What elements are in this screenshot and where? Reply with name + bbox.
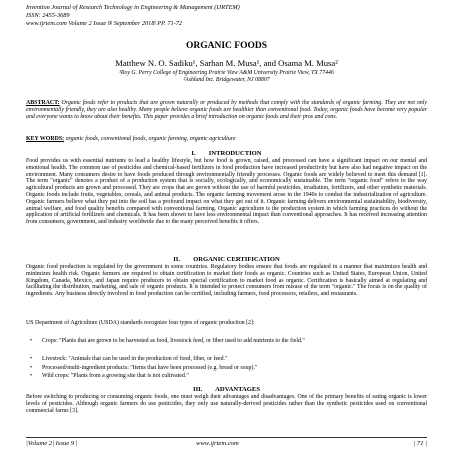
affiliation-1: ¹Roy G. Perry College of Engineering Prairie View A&M University Prairie View, TX 77446 xyxy=(119,70,334,76)
author-affiliations xyxy=(0,70,453,84)
section-heading-advantages: III. ADVANTAGES xyxy=(193,386,260,393)
page-footer xyxy=(26,437,427,448)
journal-header xyxy=(26,4,426,28)
bullet-icon: • xyxy=(30,356,33,362)
paper-title: ORGANIC FOODS xyxy=(185,41,268,51)
list-item-text: Crops: "Plants that are grown to be harvested as food, livestock feed, or fiber used to add nutrients to the field." xyxy=(42,338,305,344)
certification-paragraph: Organic food production is regulated by the government in some countries. Regulatory bodies ensure that foods are regulated in a manner that maximizes health and minimizes health risk. Organic farmers are required to obtain certification to market their foods as organic. Countries such as United States, European Union, United Kingdom, Canada, Mexico, and Japan require producers to obtain special certification to market food as organic. Certification is basically aimed at regulating and facilitating the distribution, marketing, and sale of organic products. It is intended to protect consumers from misuse of the term "organic." The focus is on the quality of ingredients. Any business directly involved in food production can be certified, including farmers, food processors, retailers, and restaurants. xyxy=(26,264,427,298)
list-item xyxy=(30,373,426,380)
journal-volume-link[interactable]: www.ijrtem.com Volume 2 Issue 9ǀ September 2018ǀ PP. 71-72 xyxy=(26,20,183,27)
abstract-text: Organic foods refer to products that are grown naturally or produced by methods that comply with the standards of organic farming. They are not only environmentally friendly, they are also healthy. Many people believe organic foods are healthier than conventional food. Today, organic foods have become very popular and everyone wants to know about their benefits. This paper provides a brief introduction on organic foods and their pros and cons. xyxy=(26,100,427,120)
usda-paragraph: US Department of Agriculture (USDA) standards recognize four types of organic production [2]: xyxy=(26,320,255,326)
footer-volume: |Volume 2| Issue 9 | xyxy=(26,440,78,447)
footer-website-link[interactable]: www.ijrtem.com xyxy=(196,440,239,447)
paper-authors: Matthew N. O. Sadiku¹, Sarhan M. Musa¹, and Osama M. Musa² xyxy=(115,58,338,68)
journal-name: Invention Journal of Research Technology in Engineering & Management (IJRTEM) xyxy=(26,4,240,11)
introduction-paragraph: Food provides us with essential nutrients to lead a healthy lifestyle, but how food is grown, raised, and processed can have a significant impact on our mental and emotional health. The common use of pesticides and chemical-based fertilizers in food production have increased productivity but have also had negative impact on the environment. Many consumers desire to have foods produced through environmentally friendly processes. Organic foods are widely believed to meet this demand [1]. The term "organic" denotes a product of a production system that is socially, ecologically, and economically sustainable. The term "organic food" refers to the way agricultural products are grown and processed. They are crops that are grown without the use of harmful pesticides, irradiation, fertilizers, and other synthetic materials. Organic foods include fruits, vegetables, cereals, and animal products. The organic farming movement arose in the 1940s to combat the industrialization of agriculture. Organic farmers believe what they put into the soil has a profound impact on what they get out of it. Organic farming delivers environmental sustainability, biodiversity, animal welfare, and food quality benefits compared with conventional farming. Organic agriculture is the production system in which farming practices do without the application of artificial fertilizers and chemicals. It has been shown to have less environmental impact than conventional approaches. It has received increasing attention from consumers, government, and industry worldwide due to the many perceived benefits it offers. xyxy=(26,158,427,226)
list-item-text: Processed/multi-ingredient products: "Items that have been processed (e.g. bread or soup)." xyxy=(42,365,258,371)
list-item-text: Wild crops: "Plants from a growing site that is not cultivated." xyxy=(42,373,189,379)
bullet-icon: • xyxy=(30,373,33,379)
keywords-label: KEY WORDS: xyxy=(26,136,65,142)
abstract xyxy=(26,100,427,120)
bullet-icon: • xyxy=(30,365,33,371)
affiliation-2: ²Ashland Inc. Bridgewater, NJ 08807 xyxy=(183,77,270,83)
journal-issn: ISSN: 2455-3689 xyxy=(26,12,70,19)
bullet-icon: • xyxy=(30,338,33,344)
list-item xyxy=(30,338,426,345)
section-heading-certification: II. ORGANIC CERTIFICATION xyxy=(173,256,280,263)
abstract-label: ABSTRACT: xyxy=(26,100,60,106)
keywords xyxy=(26,136,427,143)
footer-page-number: | 71 | xyxy=(413,440,427,447)
list-item-text: Livestock: "Animals that can be used in the production of food, fiber, or feed." xyxy=(42,356,228,362)
list-item xyxy=(30,356,426,363)
section-heading-introduction: I. INTRODUCTION xyxy=(191,150,262,157)
advantages-paragraph: Before switching to producing or consuming organic foods, one must weigh their advantages and disadvantages. One of the primary benefits of eating organic is lower levels of pesticides. Although organic farmers do use pesticides, they only use naturally-derived pesticides rather than the synthetic pesticides used on conventional commercial farms [3]. xyxy=(26,394,427,414)
list-item xyxy=(30,365,426,372)
keywords-text: organic foods, conventional foods, organic farming, organic agriculture xyxy=(64,136,236,142)
